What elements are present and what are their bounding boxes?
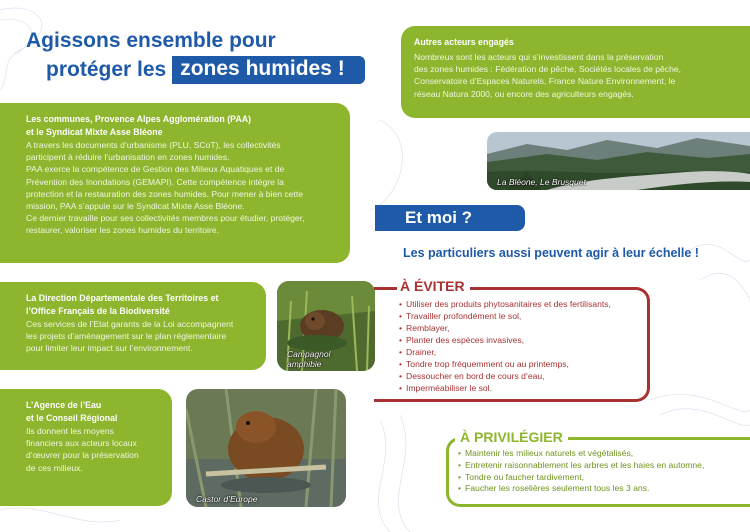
- communes-text-8: restaurer, valoriser les zones humides du territoire.: [26, 225, 219, 236]
- campagnol-caption-2: amphibie: [287, 359, 322, 369]
- ddt-box: [0, 282, 266, 370]
- bullet-icon: •: [458, 448, 462, 458]
- campagnol-caption-1: Campagnol: [287, 349, 331, 359]
- communes-text-4: Prévention des Inondations (GEMAPI). Cette compétence intègre la: [26, 176, 284, 187]
- eviter-item-text: Planter des espèces invasives,: [406, 335, 525, 345]
- bullet-icon: •: [458, 483, 462, 494]
- privilegier-item: [458, 483, 704, 495]
- bullet-icon: •: [399, 359, 403, 369]
- bullet-icon: •: [399, 323, 403, 333]
- eviter-list: [399, 298, 611, 394]
- autres-text-2: des zones humides : Fédération de pêche, Sociétés locales de pêche,: [414, 64, 682, 75]
- agence-text-3: d’œuvrer pour la préservation: [26, 450, 139, 461]
- eviter-title: À ÉVITER: [397, 277, 470, 295]
- bullet-icon: •: [399, 383, 403, 393]
- eviter-item: [399, 322, 611, 334]
- ddt-text-3: pour limiter leur impact sur l’environnement.: [26, 343, 193, 354]
- communes-heading-2: et le Syndicat Mixte Asse Bléone: [26, 127, 163, 137]
- eviter-item-text: Remblayer,: [406, 323, 450, 333]
- castor-caption: Castor d’Europe: [196, 494, 258, 504]
- bleone-river-photo: [487, 132, 750, 190]
- ddt-heading-2: l’Office Français de la Biodiversité: [26, 306, 170, 316]
- ddt-text-1: Ces services de l’Etat garants de la Loi accompagnent: [26, 319, 234, 329]
- agence-box: [0, 389, 172, 506]
- privilegier-item: [458, 448, 704, 460]
- communes-heading-1: Les communes, Provence Alpes Agglomération (PAA): [26, 114, 252, 124]
- privilegier-item: [458, 472, 704, 484]
- privilegier-item-text: Tondre ou faucher tardivement,: [465, 471, 584, 482]
- agence-heading-1: L’Agence de l’Eau: [26, 400, 102, 410]
- privilegier-item-text: Maintenir les milieux naturels et végétalisés,: [465, 448, 634, 458]
- agence-text-1: Ils donnent les moyens: [26, 426, 114, 436]
- autres-text-1: Nombreux sont les acteurs qui s’investissent dans la préservation: [414, 52, 664, 62]
- castor-photo: [186, 389, 346, 507]
- autres-heading: Autres acteurs engagés: [414, 37, 514, 47]
- eviter-item: [399, 382, 611, 394]
- eviter-item: [399, 310, 611, 322]
- eviter-item-text: Imperméabiliser le sol.: [406, 383, 492, 393]
- eviter-item-text: Utiliser des produits phytosanitaires et des fertilisants,: [406, 299, 611, 309]
- title-line-2: [22, 56, 382, 84]
- campagnol-photo: [277, 281, 375, 371]
- title-highlight: zones humides !: [172, 56, 365, 84]
- bullet-icon: •: [399, 371, 403, 381]
- eviter-item: [399, 298, 611, 310]
- privilegier-title: À PRIVILÉGIER: [455, 428, 568, 446]
- eviter-item: [399, 370, 611, 382]
- bullet-icon: •: [399, 347, 403, 357]
- agence-heading-2: et le Conseil Régional: [26, 413, 118, 423]
- communes-text-7: Ce dernier travaille pour ses collectivités membres pour étudier, protéger,: [26, 213, 305, 224]
- particuliers-subtitle: Les particuliers aussi peuvent agir à leur échelle !: [403, 246, 699, 260]
- autres-text-3: Conservatoire d’Espaces Naturels, France Nature Environnement, le: [414, 76, 676, 87]
- communes-text-3: PAA exerce la compétence de Gestion des Milieux Aquatiques et de: [26, 164, 285, 175]
- autres-text-4: réseau Natura 2000, ou encore des agriculteurs engagés.: [414, 88, 634, 99]
- privilegier-item-text: Faucher les roselières seulement tous les 3 ans.: [465, 483, 650, 494]
- privilegier-item-text: Entretenir raisonnablement les arbres et les haies en automne,: [465, 459, 705, 470]
- bullet-icon: •: [458, 459, 462, 470]
- communes-text-5: protection et la restauration des zones humides. Pour mener à bien cette: [26, 188, 304, 199]
- bullet-icon: •: [399, 311, 403, 321]
- ddt-heading-1: La Direction Départementale des Territoires et: [26, 293, 219, 303]
- bullet-icon: •: [399, 299, 403, 309]
- agence-text-2: financiers aux acteurs locaux: [26, 438, 137, 449]
- et-moi-banner: Et moi ?: [375, 205, 525, 231]
- eviter-item-text: Dessoucher en bord de cours d’eau,: [406, 371, 545, 381]
- bleone-caption: La Bléone, Le Brusquet: [497, 177, 586, 187]
- autres-acteurs-box: [401, 26, 750, 118]
- communes-box: [0, 103, 350, 263]
- title-line-2-text: protéger les: [46, 58, 167, 81]
- communes-text-6: mission, PAA s’appuie sur le Syndicat Mixte Asse Bléone.: [26, 201, 245, 212]
- ddt-text-2: les projets d’aménagement sur le plan réglementaire: [26, 331, 227, 342]
- eviter-item: [399, 334, 611, 346]
- bullet-icon: •: [399, 335, 403, 345]
- eviter-item-text: Tondre trop fréquemment ou au printemps,: [406, 359, 569, 369]
- eviter-item-text: Drainer,: [406, 347, 437, 357]
- eviter-item-text: Travailler profondément le sol,: [406, 311, 522, 321]
- agence-text-4: de ces milieux.: [26, 462, 83, 473]
- privilegier-list: [458, 448, 704, 495]
- bullet-icon: •: [458, 471, 462, 482]
- eviter-item: [399, 346, 611, 358]
- eviter-item: [399, 358, 611, 370]
- communes-text-1: A travers les documents d’urbanisme (PLU, SCoT), les collectivités: [26, 140, 281, 150]
- title-line-1: Agissons ensemble pour: [26, 29, 276, 52]
- privilegier-item: [458, 460, 704, 472]
- page-title: [22, 28, 382, 84]
- communes-text-2: participent à réduire l’urbanisation en zones humides.: [26, 152, 230, 163]
